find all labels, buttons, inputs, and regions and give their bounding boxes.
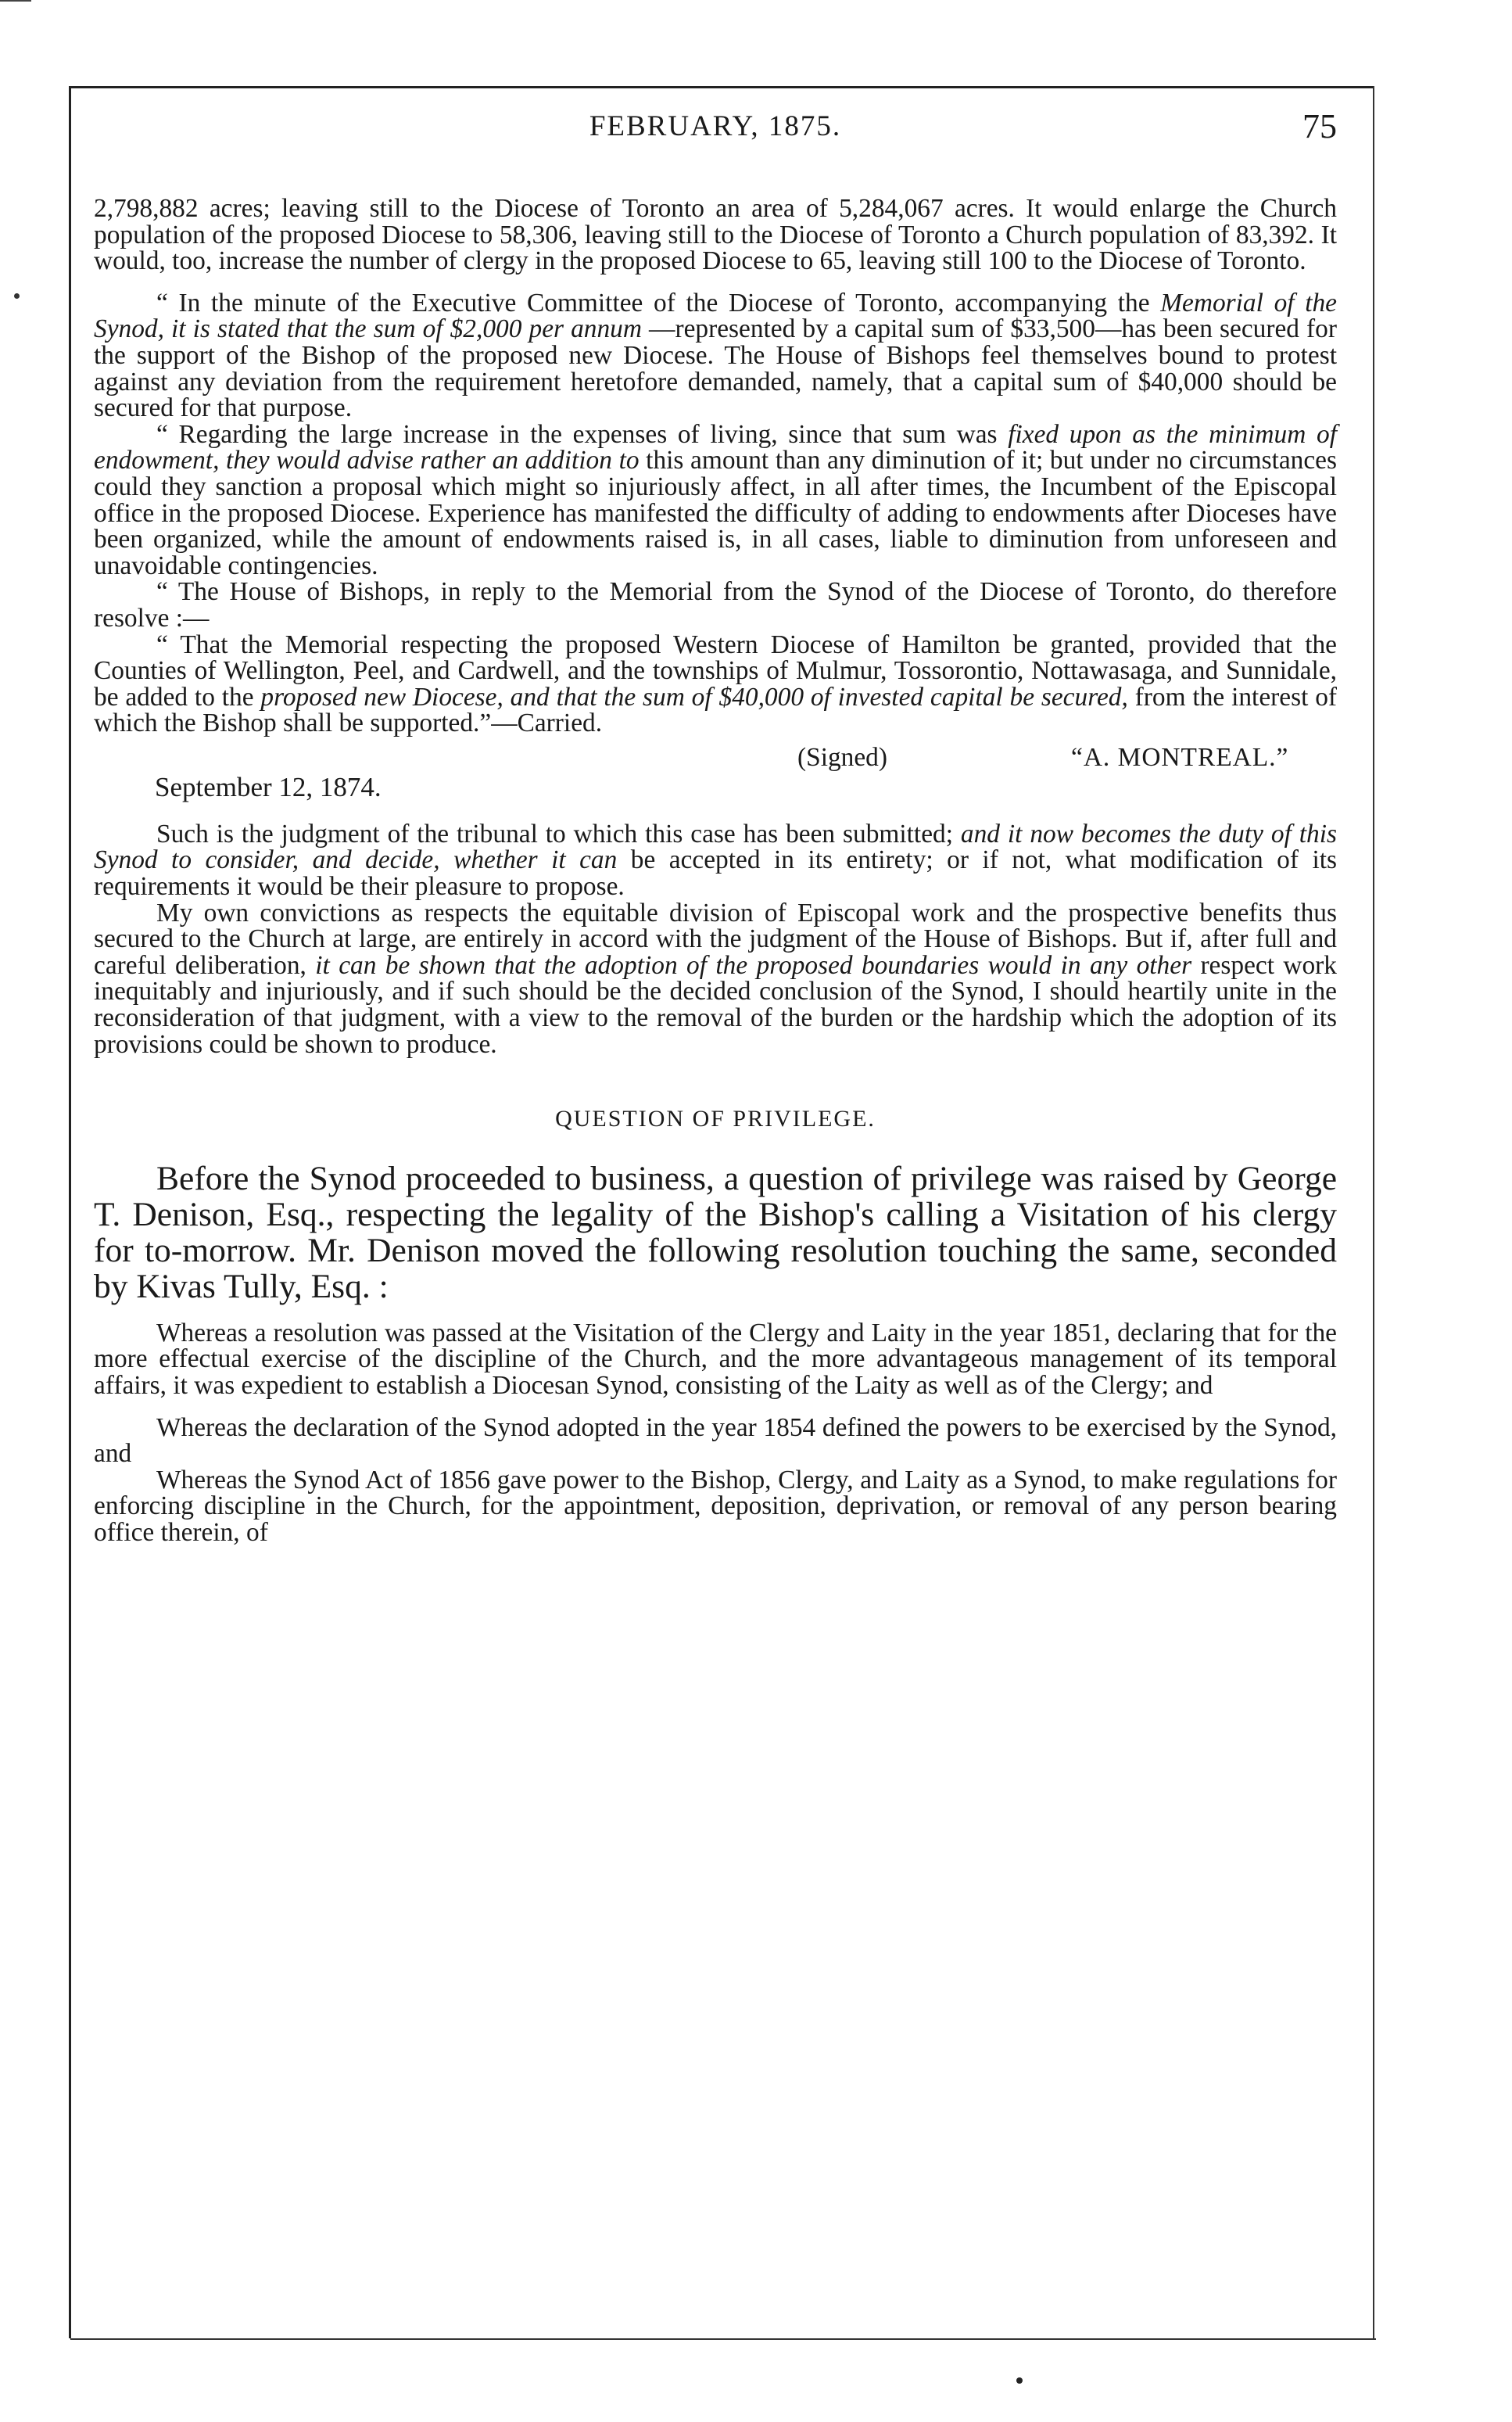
- paragraph-cost-of-living: [94, 419, 1337, 580]
- italic-text-run: fixed upon as the minimum of endowment, they would advise rather an addition to: [94, 419, 1337, 475]
- corner-rule: [0, 0, 31, 2]
- italic-text-run: and it now becomes the duty of this Synod to consider, and decide, whether it can: [94, 819, 1337, 875]
- page-body: [94, 196, 1337, 1546]
- text-run: My own convictions as respects the equitable division of Episcopal work and the prospective benefits thus secured to the Church at large, are entirely in accord with the judgment of the House of Bishops. But if, after full and careful deliberation,: [94, 898, 1337, 980]
- text-run: “ Regarding the large increase in the expenses of living, since that sum was: [156, 419, 1009, 449]
- text-run: —represented by a capital sum of $33,500—has been secured for the support of the Bishop of the proposed new Diocese. The House of Bishops feel themselves bound to protest against any deviation from the requirement heretofore demanded, namely, that a capital sum of $40,000 should be secured for that purpose.: [94, 314, 1337, 423]
- paragraph-executive-minute: [94, 290, 1337, 422]
- text-run: be accepted in its entirety; or if not, what modification of its requirements it would be their pleasure to propose.: [94, 845, 1338, 902]
- paragraph-resolution: [94, 632, 1337, 737]
- italic-text-run: proposed new Diocese, and that the sum of $40,000 of invested capital be secured,: [260, 682, 1128, 712]
- signatory-name: “A. MONTREAL.”: [1071, 742, 1289, 772]
- paragraph-whereas-1856: Whereas the Synod Act of 1856 gave power to the Bishop, Clergy, and Laity as a Synod, to make regulations for enforcing discipline in the Church, for the appointment, deposition, deprivation, or removal of any person bearing office therein, of: [94, 1465, 1337, 1547]
- page-number: 75: [1302, 107, 1337, 145]
- left-border-rule: [69, 86, 71, 2338]
- text-run: “ That the Memorial respecting the proposed Western Diocese of Hamilton be granted, provided that the Counties of Wellington, Peel, and Cardwell, and the townships of Mulmur, Tossorontio, Nottawasaga, and Sunnidale, be added to the: [94, 630, 1337, 712]
- text-run: respect work inequitably and injuriously, and if such should be the decided conclusion of the Synod, I should heartily unite in the reconsideration of that judgment, with a view to the removal of the burden or the hardship which the adoption of its provisions could be shown to produce.: [94, 950, 1337, 1059]
- paragraph-convictions: [94, 900, 1337, 1058]
- paragraph-area-figures: 2,798,882 acres; leaving still to the Diocese of Toronto an area of 5,284,067 acres. It would enlarge the Church population of the proposed Diocese to 58,306, leaving still to the Diocese of Toronto a Church population of 83,392. It would, too, increase the number of clergy in the proposed Diocese to 65, leaving still 100 to the Diocese of Toronto.: [94, 194, 1337, 276]
- running-head: FEBRUARY, 1875.: [589, 110, 842, 142]
- page-header: [94, 109, 1337, 156]
- paragraph-privilege: Before the Synod proceeded to business, a question of privilege was raised by George T. Denison, Esq., respecting the legality of the Bishop's calling a Visitation of his clergy for to-morrow. Mr. Denison moved the following resolution touching the same, seconded by Kivas Tully, Esq. :: [94, 1159, 1337, 1305]
- bottom-border-rule: [70, 2338, 1376, 2340]
- italic-text-run: it can be shown that the adoption of the proposed boundaries would in any other: [315, 950, 1192, 980]
- signature-block: [94, 742, 1337, 806]
- text-run: this amount than any diminution of it; but under no circumstances could they sanction a proposal which might so injuriously affect, in all after times, the Incumbent of the Episcopal office in the proposed Diocese. Experience has manifested the difficulty of adding to endowments after Dioceses have been organized, while the amount of endowments raised is, in all cases, liable to diminution from unforeseen and unavoidable contingencies.: [94, 446, 1337, 580]
- top-border-rule: [69, 86, 1374, 88]
- paragraph-house-resolve: “ The House of Bishops, in reply to the Memorial from the Synod of the Diocese of Toronto, do therefore resolve :—: [94, 577, 1337, 633]
- right-border-rule: [1373, 86, 1374, 2338]
- section-title: QUESTION OF PRIVILEGE.: [555, 1106, 876, 1132]
- paragraph-whereas-1854: Whereas the declaration of the Synod adopted in the year 1854 defined the powers to be exercised by the Synod, and: [94, 1412, 1337, 1469]
- italic-text-run: Memorial of the Synod, it is stated that the sum of $2,000 per annum: [94, 288, 1338, 344]
- paragraph-judgment: [94, 821, 1337, 900]
- text-run: Such is the judgment of the tribunal to which this case has been submitted;: [156, 819, 961, 849]
- text-run: “ In the minute of the Executive Committee of the Diocese of Toronto, accompanying the: [156, 288, 1161, 318]
- text-run: from the interest of which the Bishop shall be supported.”—Carried.: [94, 682, 1338, 738]
- bottom-dot-mark: [1016, 2377, 1023, 2384]
- margin-bullet-mark: [14, 293, 20, 299]
- signature-date: September 12, 1874.: [155, 771, 382, 802]
- paragraph-whereas-1851: Whereas a resolution was passed at the Visitation of the Clergy and Laity in the year 1851, declaring that for the more effectual exercise of the discipline of the Church, and the more advantageous management of its temporal affairs, it was expedient to establish a Diocesan Synod, consisting of the Laity as well as of the Clergy; and: [94, 1318, 1337, 1400]
- signed-label: (Signed): [797, 742, 887, 772]
